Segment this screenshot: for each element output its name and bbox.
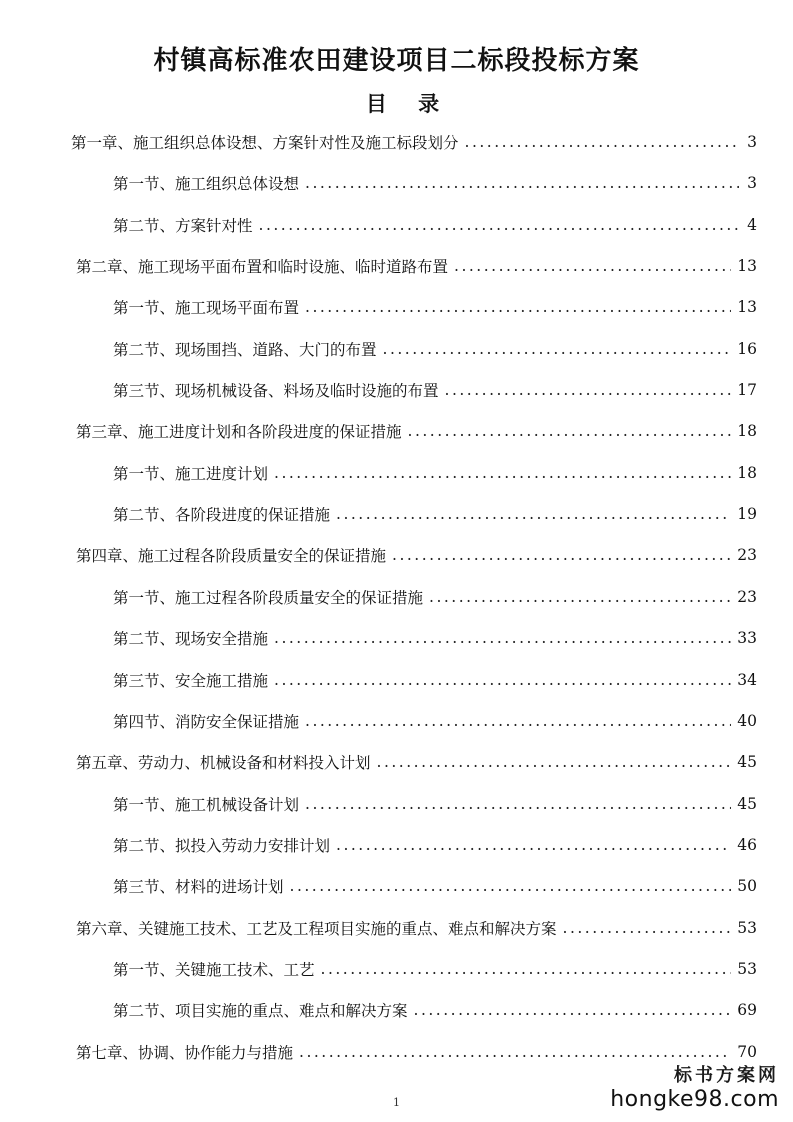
dot-leader <box>383 340 732 358</box>
toc-entry-text: 第一节、施工组织总体设想 <box>113 175 300 193</box>
toc-entry-section[interactable] <box>113 868 757 904</box>
toc-entry-chapter-1[interactable] <box>71 124 757 160</box>
toc-entry-text: 第二节、拟投入劳动力安排计划 <box>113 837 331 855</box>
dot-leader <box>274 629 731 647</box>
dot-leader <box>563 919 732 937</box>
toc-entry-page: 16 <box>737 340 757 358</box>
toc-entry-chapter-3[interactable] <box>76 413 757 449</box>
toc-entry-page: 3 <box>747 133 757 151</box>
toc-entry-page: 13 <box>737 257 757 275</box>
toc-entry-page: 53 <box>737 919 757 937</box>
toc-entry-section[interactable] <box>113 827 757 863</box>
dot-leader <box>305 298 731 316</box>
toc-entry-page: 50 <box>737 877 757 895</box>
toc-heading: 目 录 <box>365 92 452 116</box>
toc-entry-section[interactable] <box>113 662 757 698</box>
toc-entry-text: 第一章、施工组织总体设想、方案针对性及施工标段划分 <box>71 134 459 152</box>
toc-entry-section[interactable] <box>113 579 757 615</box>
toc-entry-text: 第四节、消防安全保证措施 <box>113 713 300 731</box>
toc-entry-page: 23 <box>737 588 757 606</box>
toc-entry-page: 17 <box>737 381 757 399</box>
toc-entry-section[interactable] <box>113 289 757 325</box>
dot-leader <box>290 877 732 895</box>
toc-entry-page: 33 <box>737 629 757 647</box>
toc-entry-chapter-6[interactable] <box>76 910 757 946</box>
toc-entry-page: 3 <box>747 174 757 192</box>
toc-entry-text: 第二节、方案针对性 <box>113 217 253 235</box>
dot-leader <box>305 174 739 192</box>
toc-entry-page: 34 <box>737 671 757 689</box>
toc-entry-text: 第三节、材料的进场计划 <box>113 878 284 896</box>
dot-leader <box>274 671 731 689</box>
dot-leader <box>305 712 731 730</box>
toc-entry-text: 第三章、施工进度计划和各阶段进度的保证措施 <box>76 423 402 441</box>
toc-entry-page: 19 <box>737 505 757 523</box>
toc-entry-section[interactable] <box>113 165 757 201</box>
dot-leader <box>259 216 739 234</box>
dot-leader <box>299 1043 731 1061</box>
toc-entry-chapter-4[interactable] <box>76 537 757 573</box>
toc-entry-section[interactable] <box>113 207 757 243</box>
toc-entry-text: 第三节、现场机械设备、料场及临时设施的布置 <box>113 382 439 400</box>
toc-entry-page: 70 <box>737 1043 757 1061</box>
page-number: 1 <box>393 1096 400 1109</box>
toc-entry-text: 第二节、现场围挡、道路、大门的布置 <box>113 341 377 359</box>
toc-entry-text: 第三节、安全施工措施 <box>113 672 269 690</box>
toc-entry-page: 4 <box>747 216 757 234</box>
dot-leader <box>305 795 731 813</box>
watermark-name: 标书方案网 <box>674 1065 779 1086</box>
toc-entry-section[interactable] <box>113 331 757 367</box>
dot-leader <box>465 133 739 151</box>
toc-entry-page: 45 <box>737 753 757 771</box>
toc-entry-section[interactable] <box>113 951 757 987</box>
toc-entry-page: 45 <box>737 795 757 813</box>
toc-entry-text: 第七章、协调、协作能力与措施 <box>76 1044 294 1062</box>
dot-leader <box>445 381 732 399</box>
toc-entry-page: 23 <box>737 546 757 564</box>
toc-entry-chapter-2[interactable] <box>76 248 757 284</box>
toc-entry-section[interactable] <box>113 992 757 1028</box>
toc-entry-section[interactable] <box>113 372 757 408</box>
dot-leader <box>454 257 731 275</box>
document-title: 村镇高标准农田建设项目二标段投标方案 <box>153 46 640 76</box>
toc-entry-chapter-5[interactable] <box>76 744 757 780</box>
toc-entry-page: 18 <box>737 464 757 482</box>
toc-entry-text: 第二节、各阶段进度的保证措施 <box>113 506 331 524</box>
dot-leader <box>392 546 731 564</box>
dot-leader <box>414 1001 732 1019</box>
toc-entry-page: 69 <box>737 1001 757 1019</box>
dot-leader <box>408 422 732 440</box>
dot-leader <box>336 505 731 523</box>
watermark-url: hongke98.com <box>610 1087 779 1112</box>
toc-entry-text: 第五章、劳动力、机械设备和材料投入计划 <box>76 754 371 772</box>
toc-entry-section[interactable] <box>113 455 757 491</box>
toc-entry-section[interactable] <box>113 496 757 532</box>
toc-entry-text: 第二节、现场安全措施 <box>113 630 269 648</box>
toc-entry-text: 第一节、施工现场平面布置 <box>113 299 300 317</box>
toc-entry-page: 46 <box>737 836 757 854</box>
toc-entry-text: 第二节、项目实施的重点、难点和解决方案 <box>113 1002 408 1020</box>
toc-entry-text: 第一节、施工过程各阶段质量安全的保证措施 <box>113 589 424 607</box>
toc-entry-text: 第六章、关键施工技术、工艺及工程项目实施的重点、难点和解决方案 <box>76 920 557 938</box>
dot-leader <box>429 588 731 606</box>
toc-entry-text: 第一节、关键施工技术、工艺 <box>113 961 315 979</box>
toc-entry-text: 第一节、施工机械设备计划 <box>113 796 300 814</box>
dot-leader <box>377 753 732 771</box>
toc-entry-page: 53 <box>737 960 757 978</box>
toc-entry-section[interactable] <box>113 703 757 739</box>
site-watermark <box>610 1061 779 1112</box>
toc-entry-section[interactable] <box>113 786 757 822</box>
dot-leader <box>321 960 732 978</box>
toc-entry-section[interactable] <box>113 620 757 656</box>
toc-entry-page: 13 <box>737 298 757 316</box>
toc-entry-text: 第一节、施工进度计划 <box>113 465 269 483</box>
toc-entry-page: 18 <box>737 422 757 440</box>
dot-leader <box>274 464 731 482</box>
toc-entry-page: 40 <box>737 712 757 730</box>
toc-entry-text: 第二章、施工现场平面布置和临时设施、临时道路布置 <box>76 258 449 276</box>
toc-entry-text: 第四章、施工过程各阶段质量安全的保证措施 <box>76 547 387 565</box>
dot-leader <box>336 836 731 854</box>
